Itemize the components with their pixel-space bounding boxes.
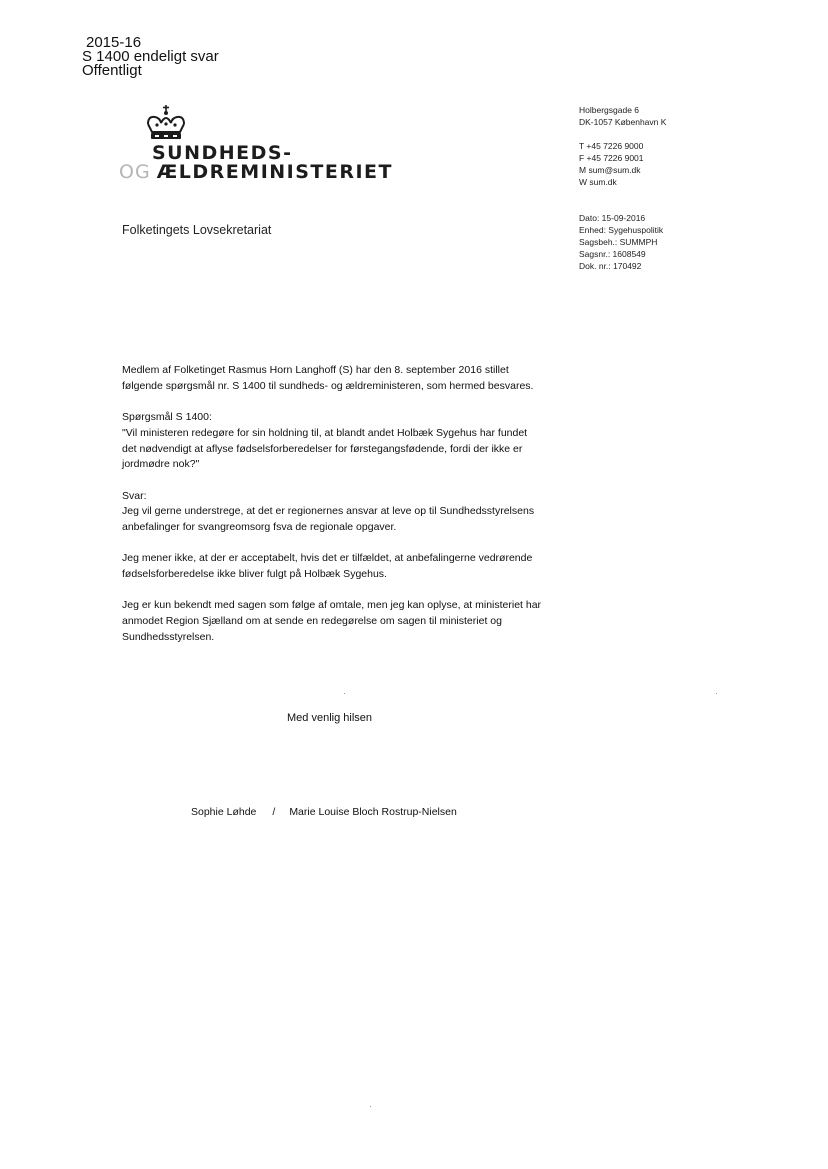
signature-line: [191, 806, 457, 818]
scan-speck: [370, 1106, 371, 1107]
recipient: Folketingets Lovsekretariat: [122, 223, 272, 237]
signature-separator: /: [272, 806, 276, 818]
signature-name-official: Marie Louise Bloch Rostrup-Nielsen: [289, 806, 457, 818]
intro-paragraph: Medlem af Folketinget Rasmus Horn Langhoff (S) har den 8. september 2016 stillet følgende spørgsmål nr. S 1400 til sundheds- og ældreministeren, som hermed besvares.: [122, 364, 534, 392]
scan-speck: [716, 693, 717, 694]
letter-handler: Sagsbeh.: SUMMPH: [579, 237, 658, 247]
stamp-title: S 1400 endeligt svar: [82, 48, 219, 65]
sender-city: DK-1057 København K: [579, 117, 667, 127]
answer-block: [122, 489, 542, 536]
sender-web: W sum.dk: [579, 177, 617, 187]
document-stamp: [82, 36, 219, 78]
letter-unit: Enhed: Sygehuspolitik: [579, 225, 664, 235]
sender-phone: T +45 7226 9000: [579, 141, 644, 151]
answer-paragraph-3: Jeg er kun bekendt med sagen som følge af omtale, men jeg kan oplyse, at ministeriet har anmodet Region Sjælland om at sende en redegørelse om sagen til ministeriet og Sundhedsstyrelsen.: [122, 599, 542, 643]
logo-og: OG: [119, 161, 151, 183]
sender-mail: M sum@sum.dk: [579, 165, 641, 175]
question-text: "Vil ministeren redegøre for sin holdning til, at blandt andet Holbæk Sygehus har fundet det nødvendigt at aflyse fødselsforberedelser for førstegangsfødende, fordi der ikke er jordmødre nok?": [122, 426, 528, 471]
stamp-status: Offentligt: [82, 62, 142, 79]
question-block: [122, 410, 542, 473]
closing-greeting: Med venlig hilsen: [287, 712, 372, 724]
answer-paragraph-2: Jeg mener ikke, at der er acceptabelt, hvis det er tilfældet, at anbefalingerne vedrørende fødselsforberedelse ikke bliver fulgt på Holbæk Sygehus.: [122, 552, 533, 581]
letter-body: [122, 363, 542, 661]
ministry-logo-line2: [119, 161, 393, 183]
stamp-session: 2015-16: [86, 34, 142, 51]
scan-speck: [344, 693, 345, 694]
sender-street: Holbergsgade 6: [579, 105, 640, 115]
letter-document-number: Dok. nr.: 170492: [579, 261, 642, 271]
question-heading: Spørgsmål S 1400:: [122, 411, 212, 424]
logo-ministry-name: ÆLDREMINISTERIET: [156, 161, 393, 183]
answer-paragraph-1: Jeg vil gerne understrege, at det er regionernes ansvar at leve op til Sundhedsstyrelsens anbefalinger for svangreomsorg fsva de regionale opgaver.: [122, 505, 535, 533]
crown-icon: [144, 104, 188, 142]
letter-case-number: Sagsnr.: 1608549: [579, 249, 646, 259]
letter-date: Dato: 15-09-2016: [579, 213, 646, 223]
sender-fax: F +45 7226 9001: [579, 153, 644, 163]
signature-name-minister: Sophie Løhde: [191, 806, 257, 818]
ministry-logo-line1: SUNDHEDS-: [152, 142, 293, 164]
answer-heading: Svar:: [122, 489, 147, 502]
sender-info: [579, 104, 666, 272]
